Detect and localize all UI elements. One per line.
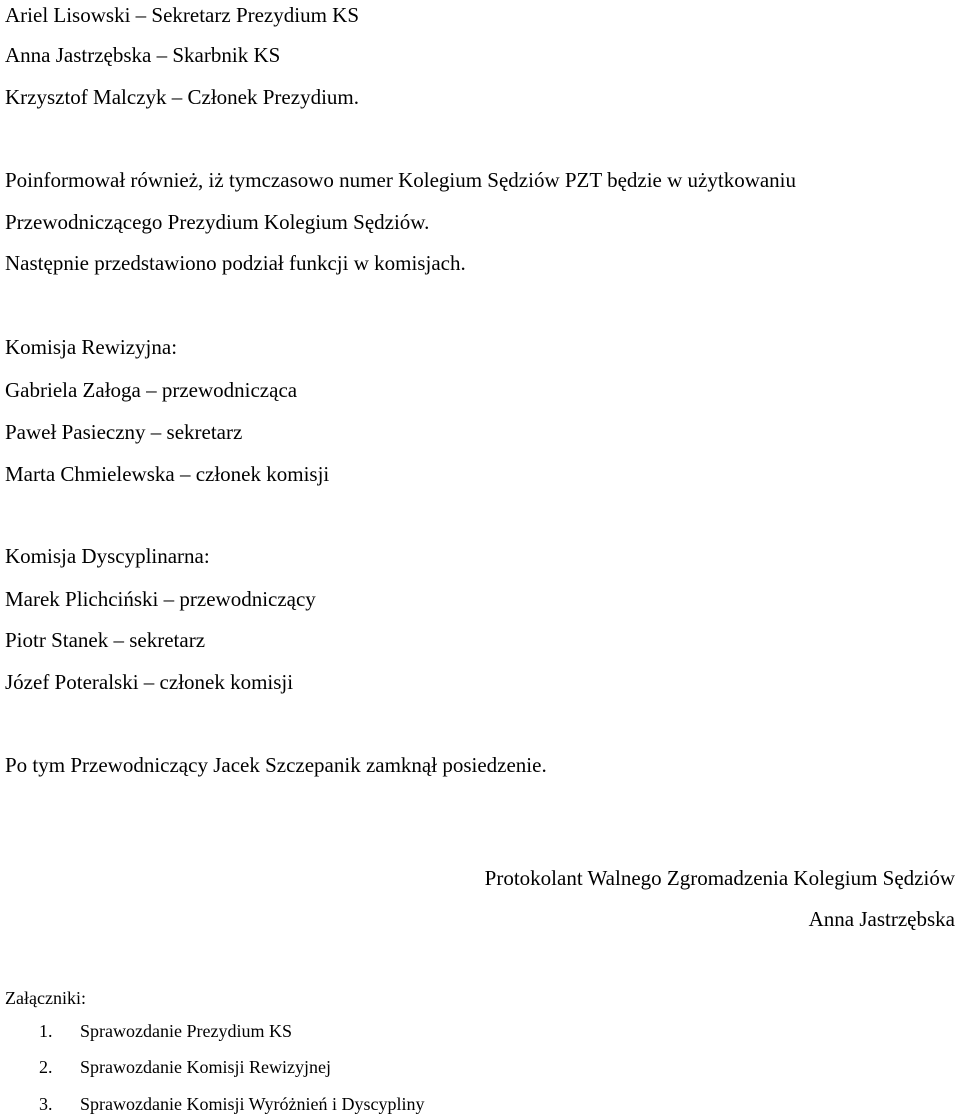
board-member-line: Krzysztof Malczyk – Członek Prezydium.	[5, 85, 359, 109]
board-member-line: Anna Jastrzębska – Skarbnik KS	[5, 43, 281, 67]
attachment-number: 3.	[39, 1094, 53, 1114]
attachment-item: Sprawozdanie Prezydium KS	[80, 1021, 292, 1041]
attachment-item: Sprawozdanie Komisji Wyróżnień i Dyscypliny	[80, 1094, 425, 1114]
audit-committee-member: Gabriela Załoga – przewodnicząca	[5, 378, 298, 402]
signature-name: Anna Jastrzębska	[808, 907, 955, 931]
attachments-heading: Załączniki:	[5, 988, 86, 1008]
disciplinary-committee-heading: Komisja Dyscyplinarna:	[5, 544, 210, 568]
board-member-line: Ariel Lisowski – Sekretarz Prezydium KS	[5, 3, 360, 27]
audit-committee-heading: Komisja Rewizyjna:	[5, 335, 178, 359]
disciplinary-committee-member: Marek Plichciński – przewodniczący	[5, 587, 316, 611]
disciplinary-committee-member: Piotr Stanek – sekretarz	[5, 628, 206, 652]
attachment-number: 1.	[39, 1021, 53, 1041]
audit-committee-member: Paweł Pasieczny – sekretarz	[5, 420, 243, 444]
audit-committee-member: Marta Chmielewska – członek komisji	[5, 462, 330, 486]
attachment-number: 2.	[39, 1057, 53, 1077]
closing-statement: Po tym Przewodniczący Jacek Szczepanik zamknął posiedzenie.	[5, 753, 547, 777]
disciplinary-committee-member: Józef Poteralski – członek komisji	[5, 670, 294, 694]
info-paragraph-line: Następnie przedstawiono podział funkcji w komisjach.	[5, 251, 466, 275]
signature-role: Protokolant Walnego Zgromadzenia Kolegium Sędziów	[484, 866, 955, 890]
info-paragraph-line: Przewodniczącego Prezydium Kolegium Sędziów.	[5, 210, 430, 234]
info-paragraph-line: Poinformował również, iż tymczasowo numer Kolegium Sędziów PZT będzie w użytkowaniu	[5, 168, 797, 192]
attachment-item: Sprawozdanie Komisji Rewizyjnej	[80, 1057, 331, 1077]
